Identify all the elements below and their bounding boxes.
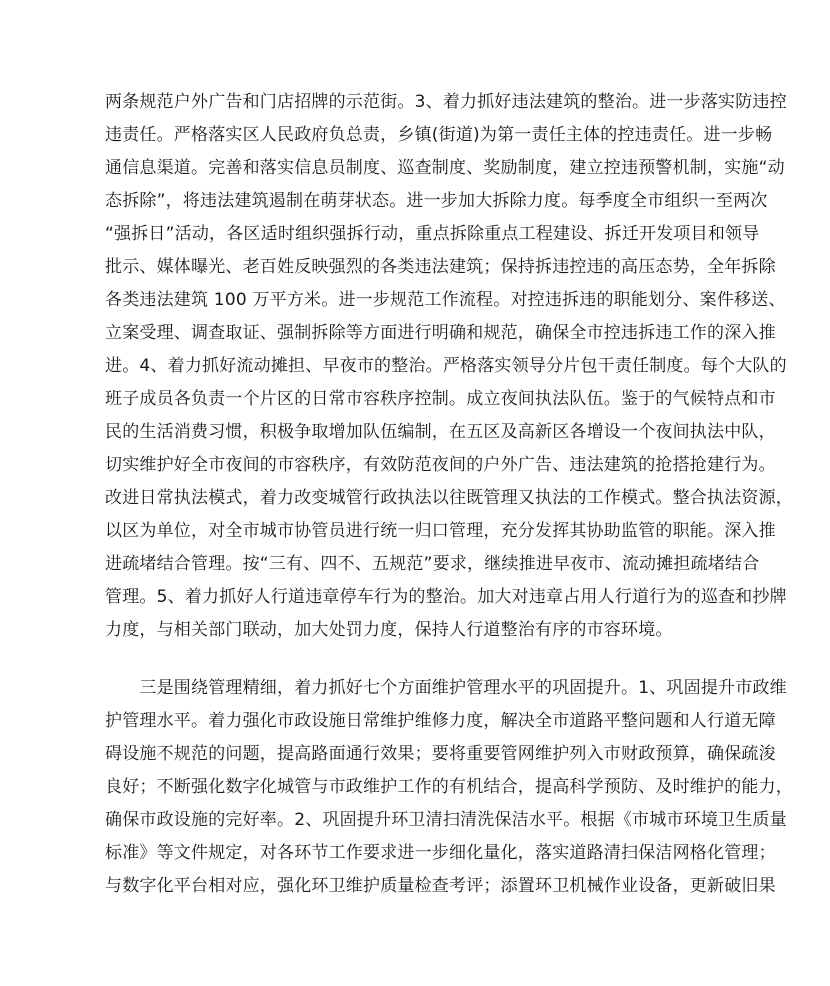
paragraph-line: 以区为单位，对全市城市协管员进行统一归口管理，充分发挥其协助监管的职能。深入推 bbox=[105, 521, 776, 541]
paragraph-1 bbox=[105, 86, 793, 647]
paragraph-line: 通信息渠道。完善和落实信息员制度、巡查制度、奖励制度，建立控违预警机制，实施“动 bbox=[105, 158, 785, 178]
paragraph-line: 改进日常执法模式，着力改变城管行政执法以往既管理又执法的工作模式。整合执法资源， bbox=[105, 488, 793, 508]
paragraph-line: 管理。5、着力抓好人行道违章停车行为的整治。加大对违章占用人行道行为的巡查和抄牌 bbox=[105, 587, 787, 607]
paragraph-line: 进。4、着力抓好流动摊担、早夜市的整治。严格落实领导分片包干责任制度。每个大队的 bbox=[105, 356, 787, 376]
paragraph-line: 民的生活消费习惯，积极争取增加队伍编制，在五区及高新区各增设一个夜间执法中队， bbox=[105, 422, 776, 442]
paragraph-line: 进疏堵结合管理。按“三有、四不、五规范”要求，继续推进早夜市、流动摊担疏堵结合 bbox=[105, 554, 760, 574]
paragraph-line: 各类违法建筑 100 万平方米。进一步规范工作流程。对控违拆违的职能划分、案件移送、 bbox=[105, 290, 786, 310]
paragraph-line: 批示、媒体曝光、老百姓反映强烈的各类违法建筑；保持拆违控违的高压态势，全年拆除 bbox=[105, 257, 776, 277]
paragraph-line: “强拆日”活动，各区适时组织强拆行动，重点拆除重点工程建设、拆迁开发项目和领导 bbox=[105, 224, 760, 244]
paragraph-2 bbox=[105, 672, 793, 903]
paragraph-line: 态拆除”，将违法建筑遏制在萌芽状态。进一步加大拆除力度。每季度全市组织一至两次 bbox=[105, 191, 768, 211]
paragraph-line: 护管理水平。着力强化市政设施日常维护维修力度，解决全市道路平整问题和人行道无障 bbox=[105, 711, 776, 731]
paragraph-line: 三是围绕管理精细，着力抓好七个方面维护管理水平的巩固提升。1、巩固提升市政维 bbox=[105, 678, 787, 698]
paragraph-line: 碍设施不规范的问题，提高路面通行效果；要将重要管网维护列入市财政预算，确保疏浚 bbox=[105, 744, 776, 764]
paragraph-line: 良好；不断强化数字化城管与市政维护工作的有机结合，提高科学预防、及时维护的能力， bbox=[105, 777, 793, 797]
paragraph-line: 班子成员各负责一个片区的日常市容秩序控制。成立夜间执法队伍。鉴于的气候特点和市 bbox=[105, 389, 776, 409]
paragraph-line: 标准》等文件规定，对各环节工作要求进一步细化量化，落实道路清扫保洁网格化管理； bbox=[105, 843, 776, 863]
paragraph-line: 确保市政设施的完好率。2、巩固提升环卫清扫清洗保洁水平。根据《市城市环境卫生质量 bbox=[105, 810, 787, 830]
paragraph-line: 切实维护好全市夜间的市容秩序，有效防范夜间的户外广告、违法建筑的抢搭抢建行为。 bbox=[105, 455, 776, 475]
paragraph-line: 与数字化平台相对应，强化环卫维护质量检查考评；添置环卫机械作业设备，更新破旧果 bbox=[105, 876, 776, 896]
paragraph-line: 两条规范户外广告和门店招牌的示范街。3、着力抓好违法建筑的整治。进一步落实防违控 bbox=[105, 92, 787, 112]
paragraph-line: 立案受理、调查取证、强制拆除等方面进行明确和规范，确保全市控违拆违工作的深入推 bbox=[105, 323, 776, 343]
paragraph-line: 违责任。严格落实区人民政府负总责，乡镇(街道)为第一责任主体的控违责任。进一步畅 bbox=[105, 125, 773, 145]
paragraph-line: 力度，与相关部门联动，加大处罚力度，保持人行道整治有序的市容环境。 bbox=[105, 620, 673, 640]
